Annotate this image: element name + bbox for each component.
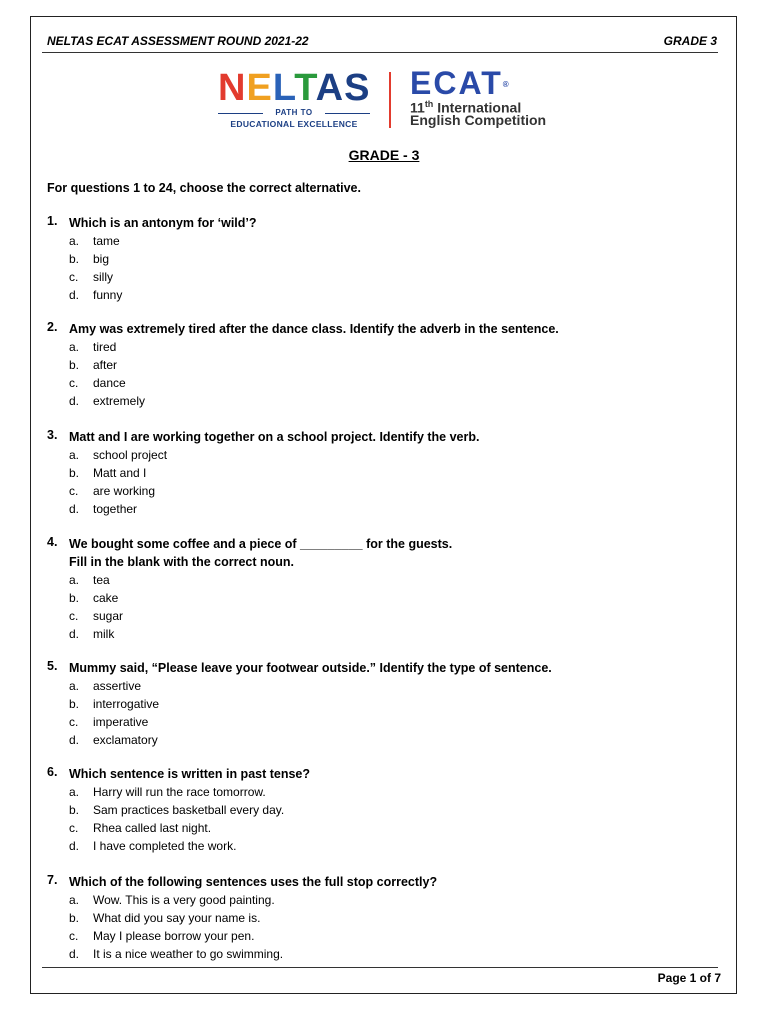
option-letter: d.: [69, 733, 80, 747]
intl-suffix: th: [424, 99, 434, 109]
logo-competition: English Competition: [410, 112, 547, 128]
option-letter: c.: [69, 715, 79, 729]
option-letter: a.: [69, 340, 80, 354]
option-letter: c.: [69, 929, 79, 943]
option-letter: c.: [69, 821, 79, 835]
option-text: Matt and I: [93, 466, 147, 480]
option-letter: c.: [69, 376, 79, 390]
header-grade: GRADE 3: [663, 34, 717, 48]
option-text: milk: [93, 627, 115, 641]
logo-tagline-bottom: EDUCATIONAL EXCELLENCE: [230, 119, 358, 129]
option-letter: b.: [69, 697, 80, 711]
question-number: 2.: [47, 320, 58, 334]
option-text: school project: [93, 448, 168, 462]
option-letter: c.: [69, 270, 79, 284]
question-number: 7.: [47, 873, 58, 887]
option-text: May I please borrow your pen.: [93, 929, 255, 943]
option-letter: b.: [69, 911, 80, 925]
option-letter: b.: [69, 466, 80, 480]
logo-letter: N: [218, 67, 247, 109]
option-letter: c.: [69, 609, 79, 623]
neltas-wordmark: [218, 68, 370, 108]
option-text: tired: [93, 340, 117, 354]
option-letter: d.: [69, 839, 80, 853]
header-title: NELTAS ECAT ASSESSMENT ROUND 2021-22: [47, 34, 309, 48]
option-letter: d.: [69, 627, 80, 641]
option-letter: b.: [69, 358, 80, 372]
option-text: together: [93, 502, 138, 516]
option-text: Wow. This is a very good painting.: [93, 893, 275, 907]
logo-letter: A: [315, 67, 345, 109]
logo-letter: E: [246, 67, 273, 109]
option-text: funny: [93, 288, 123, 302]
option-text: assertive: [93, 679, 142, 693]
question-text: We bought some coffee and a piece of _________ for the guests.: [69, 537, 453, 551]
option-letter: c.: [69, 484, 79, 498]
option-text: imperative: [93, 715, 149, 729]
footer-rule: [42, 967, 718, 968]
option-letter: d.: [69, 288, 80, 302]
question-number: 5.: [47, 659, 58, 673]
running-header: [47, 34, 717, 54]
intl-word: International: [437, 99, 522, 116]
option-letter: a.: [69, 785, 80, 799]
option-text: Harry will run the race tomorrow.: [93, 785, 266, 799]
intl-number: 11: [410, 99, 425, 116]
option-letter: a.: [69, 234, 80, 248]
option-letter: a.: [69, 679, 80, 693]
registered-mark: ®: [502, 80, 511, 89]
question-text: Amy was extremely tired after the dance class. Identify the adverb in the sentence.: [69, 322, 559, 336]
option-text: cake: [93, 591, 119, 605]
option-text: exclamatory: [93, 733, 158, 747]
option-text: sugar: [93, 609, 124, 623]
logo-letter: S: [344, 67, 371, 109]
logo-divider: [389, 72, 391, 128]
neltas-ecat-logo: [218, 66, 558, 132]
logo-letter: T: [294, 67, 316, 109]
option-text: Rhea called last night.: [93, 821, 212, 835]
option-text: after: [93, 358, 118, 372]
question-text: Which of the following sentences uses the full stop correctly?: [69, 875, 438, 889]
option-text: extremely: [93, 394, 146, 408]
option-letter: b.: [69, 803, 80, 817]
option-letter: d.: [69, 502, 80, 516]
question-number: 3.: [47, 428, 58, 442]
question-text: Which is an antonym for ‘wild’?: [69, 216, 257, 230]
option-letter: a.: [69, 893, 80, 907]
option-text: are working: [93, 484, 156, 498]
option-text: Sam practices basketball every day.: [93, 803, 285, 817]
question-number: 1.: [47, 214, 58, 228]
question-text: Which sentence is written in past tense?: [69, 767, 311, 781]
option-letter: a.: [69, 448, 80, 462]
option-text: tame: [93, 234, 120, 248]
question-number: 4.: [47, 535, 58, 549]
option-letter: b.: [69, 252, 80, 266]
question-text: Fill in the blank with the correct noun.: [69, 555, 295, 569]
option-text: It is a nice weather to go swimming.: [93, 947, 284, 961]
option-letter: b.: [69, 591, 80, 605]
question-number: 6.: [47, 765, 58, 779]
option-text: silly: [93, 270, 113, 284]
logo-tagline-top: PATH TO: [218, 108, 370, 117]
question-text: Matt and I are working together on a school project. Identify the verb.: [69, 430, 480, 444]
ecat-wordmark: [410, 66, 511, 100]
ecat-text: ECAT: [410, 65, 503, 101]
option-letter: d.: [69, 947, 80, 961]
page-title: GRADE - 3: [348, 147, 420, 163]
option-text: big: [93, 252, 110, 266]
option-text: interrogative: [93, 697, 160, 711]
page-number: Page 1 of 7: [657, 971, 721, 985]
option-letter: a.: [69, 573, 80, 587]
option-text: tea: [93, 573, 110, 587]
instructions: For questions 1 to 24, choose the correct alternative.: [47, 181, 361, 195]
option-text: What did you say your name is.: [93, 911, 261, 925]
option-text: I have completed the work.: [93, 839, 237, 853]
option-letter: d.: [69, 394, 80, 408]
logo-letter: L: [272, 67, 295, 109]
header-rule: [42, 52, 718, 53]
option-text: dance: [93, 376, 126, 390]
question-text: Mummy said, “Please leave your footwear outside.” Identify the type of sentence.: [69, 661, 552, 675]
